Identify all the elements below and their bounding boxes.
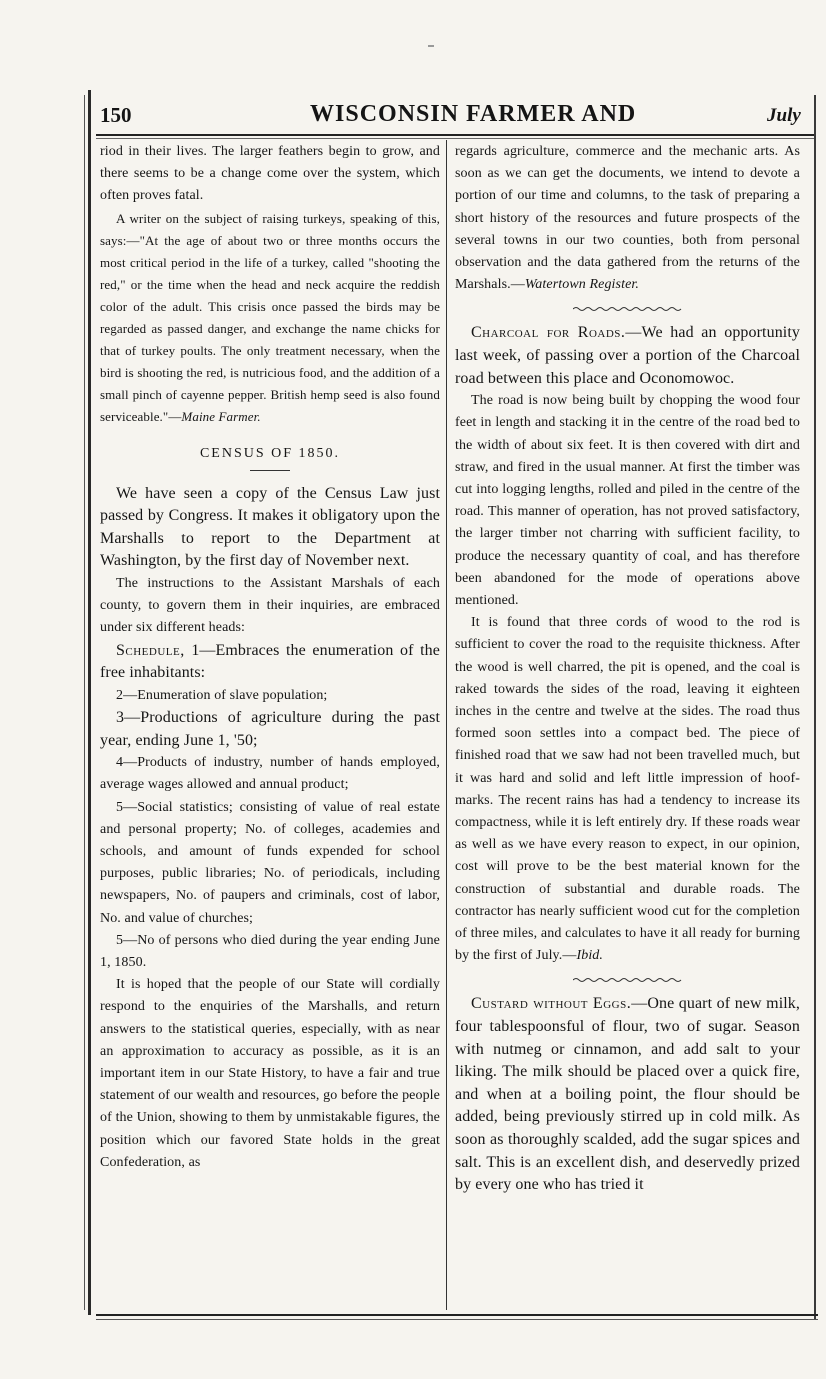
custard-label: Custard without Eggs. bbox=[471, 995, 632, 1013]
running-title: WISCONSIN FARMER AND bbox=[310, 101, 637, 127]
left-border-rule bbox=[88, 90, 91, 1315]
page-header bbox=[100, 97, 820, 131]
charcoal-intro-text: —We had an opportunity last week, of passing over a portion of the Charcoal road between this place and Oconomowoc. bbox=[455, 324, 800, 387]
right-border-rule bbox=[814, 95, 816, 1320]
census-schedule-item-4: 4—Products of industry, number of hands employed, average wages allowed and annual product; bbox=[100, 755, 440, 793]
census-continued-text: regards agriculture, commerce and the mechanic arts. As soon as we can get the documents, we intend to devote a portion of our time and columns, to the task of preparing a short history of the resources and future prospects of the several towns in our two counties, both from personal observation and the data gathered from the returns of the Marshals.— bbox=[455, 144, 800, 293]
watertown-source: Watertown Register. bbox=[524, 277, 639, 293]
census-schedule-item-6: 5—No of persons who died during the year ending June 1, 1850. bbox=[100, 932, 440, 970]
census-heading-rule bbox=[250, 470, 290, 471]
turkey-quote-paragraph bbox=[100, 208, 440, 428]
census-schedule-item-1 bbox=[100, 640, 440, 685]
charcoal-result-text: It is found that three cords of wood to the rod is sufficient to cover the road to the requisite thickness. After the wood is well charred, the pit is opened, and the coal is raked towards the sides of the road, leaving it eighteen inches in the centre and twelve at the sides. The road thus formed soon settles into a compact bed. The piece of finished road that we saw had not been travelled much, but it was hard and solid and left little impression of hoof-marks. The recent rains has had a tendency to increase its compactness, while it is left entirely dry. If these roads wear as well as we have every reason to expect, in our opinion, cost will prove to be the best material known for the construction of substantial and durable roads. The contractor has nearly sufficient wood cut for the completion of three miles, and calculates to have it all ready for burning by the first of July.— bbox=[455, 615, 800, 964]
header-rule bbox=[96, 134, 814, 136]
header-rule-thin bbox=[96, 138, 814, 139]
wavy-separator-2 bbox=[573, 977, 683, 983]
turkey-paragraph-end: riod in their lives. The larger feathers begin to grow, and there seems to be a change come over the system, which often proves fatal. bbox=[100, 144, 440, 204]
census-schedule-item-2: 2—Enumeration of slave population; bbox=[116, 687, 328, 703]
turkey-source: Maine Farmer. bbox=[181, 408, 261, 424]
census-heading: CENSUS OF 1850. bbox=[199, 445, 341, 461]
left-margin-rule bbox=[84, 95, 85, 1310]
custard-text: —One quart of new milk, four tablespoonsful of flour, two of sugar. Season with nutmeg or cinnamon, and add salt to your liking. The milk should be placed over a quick fire, and when at a boiling point, the flour should be added, being previously stirred up in cold milk. As soon as thoroughly scalded, add the sugar spices and salt. This is an excellent dish, and deservedly prized by every one who has tried it bbox=[455, 995, 801, 1194]
custard-paragraph bbox=[455, 993, 800, 1196]
turkey-quote-text: A writer on the subject of raising turkeys, speaking of this, says:—"At the age of about two or three months occurs the most critical period in the life of a turkey, called "shooting the red," or the time when the head and neck acquire the reddish color of the adult. This crisis once passed the birds may be regarded as passed danger, and exchange the name chicks for that of turkey poults. The only treatment necessary, when the bird is shooting the red, is nutricious food, and the addition of a small pinch of cayenne pepper. British hemp seed is also found serviceable."— bbox=[100, 210, 440, 424]
census-instructions-paragraph: The instructions to the Assistant Marshals of each county, to govern them in their inquiries, are embraced under six different heads: bbox=[100, 575, 440, 636]
print-mark bbox=[428, 45, 434, 47]
column-divider bbox=[446, 140, 447, 1310]
charcoal-label: Charcoal for Roads. bbox=[471, 324, 626, 342]
wavy-separator bbox=[573, 306, 683, 312]
running-month: July bbox=[767, 105, 801, 126]
schedule-item-1-text: 1—Embraces the enumeration of the free inhabitants: bbox=[100, 641, 440, 682]
charcoal-method-paragraph: The road is now being built by chopping the wood four feet in length and stacking it in the centre of the road bed to the width of about six feet. It is then covered with dirt and straw, and fired in the usual manner. At first the timber was cut into logging lengths, rolled and piled in the centre of the road. This manner of operation, has not proved satisfactory, the larger timber not charring with sufficient facility, to produce the necessary quantity of coal, and has therefore been abandoned for the mode of operations above mentioned. bbox=[455, 393, 800, 609]
census-continued-paragraph bbox=[455, 141, 800, 296]
census-schedule-item-5: 5—Social statistics; consisting of value of real estate and personal property; No. of colleges, academies and schools, and amount of funds expended for school purposes, public libraries; No. of periodicals, including newspapers, No. of paupers and criminals, cost of labor, No. and value of churches; bbox=[100, 799, 440, 926]
right-column bbox=[455, 141, 800, 1197]
footer-rule-thin bbox=[96, 1319, 818, 1320]
schedule-label: Schedule, bbox=[116, 641, 185, 659]
page-number: 150 bbox=[100, 103, 132, 127]
left-column bbox=[100, 141, 440, 1174]
footer-rule bbox=[96, 1314, 818, 1316]
census-intro-paragraph: We have seen a copy of the Census Law just passed by Congress. It makes it obligatory upon the Marshalls to report to the Department at Washington, by the first day of November next. bbox=[100, 484, 440, 570]
charcoal-result-paragraph bbox=[455, 612, 800, 967]
charcoal-intro-paragraph bbox=[455, 322, 800, 390]
census-closing-paragraph: It is hoped that the people of our State will cordially respond to the enquiries of the Marshalls, and return answers to the statistical queries, especially, with as near an approximation to accuracy as possible, as it is an important item in our State History, to have a fair and true statement of our wealth and resources, go before the people of the Union, showing to them by unmistakable figures, the position which our favored State holds in the great Confederation, as bbox=[100, 977, 440, 1170]
ibid-source: Ibid. bbox=[576, 948, 604, 964]
census-schedule-item-3: 3—Productions of agriculture during the past year, ending June 1, '50; bbox=[100, 708, 440, 749]
